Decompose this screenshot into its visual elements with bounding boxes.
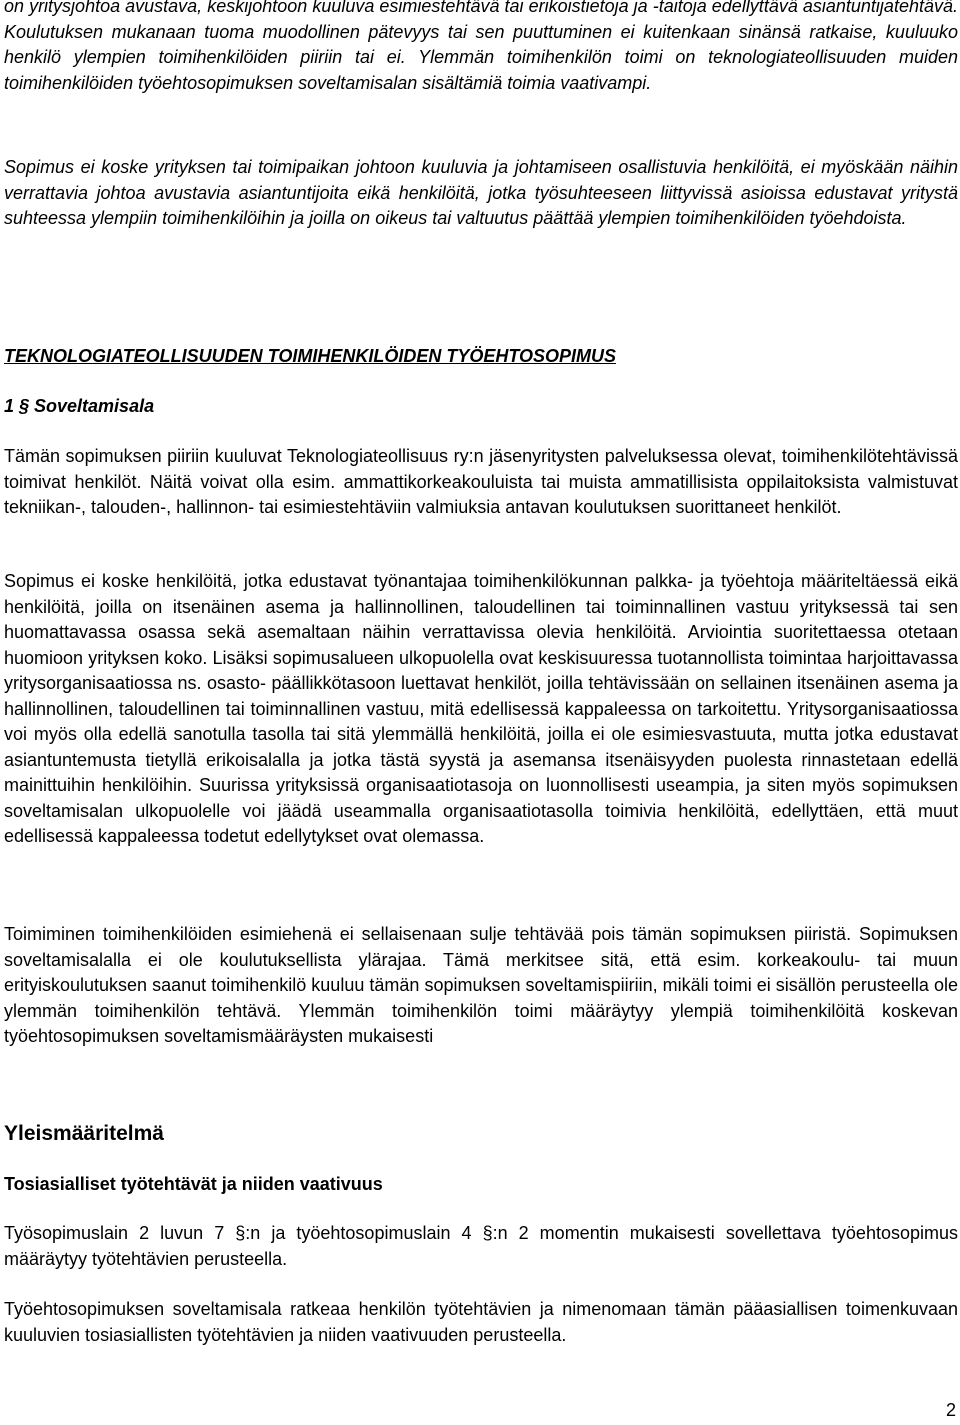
section-paragraph-1: Tämän sopimuksen piiriin kuuluvat Teknologiateollisuus ry:n jäsenyritysten palveluksessa olevat, toimihenkilötehtävissä toimivat henkilöt. Näitä voivat olla esim. ammattikorkeakouluista tai muista ammatillisista oppilaitoksista valmistuvat tekniikan-, talouden-, hallinnon- tai esimiestehtäviin valmiuksia antavan koulutuksen suorittaneet henkilöt.: [4, 446, 958, 517]
page-number: 2: [945, 1400, 956, 1420]
general-paragraph-2: Työehtosopimuksen soveltamisala ratkeaa henkilön työtehtävien ja nimenomaan tämän pääasiallisen toimenkuvaan kuuluvien tosiasiallisten työtehtävien ja niiden vaativuuden perusteella.: [4, 1299, 958, 1345]
intro-paragraph-2: Sopimus ei koske yrityksen tai toimipaikan johtoon kuuluvia ja johtamiseen osallistuvia henkilöitä, ei myöskään näihin verrattavia johtoa avustavia asiantuntijoita eikä henkilöitä, jotka työsuhteeseen liittyvissä asioissa edustavat yritystä suhteessa ylempiin toimihenkilöihin ja joilla on oikeus tai valtuutus päättää ylempien toimihenkilöiden työehdoista.: [4, 157, 958, 228]
general-paragraph-1: Työsopimuslain 2 luvun 7 §:n ja työehtosopimuslain 4 §:n 2 momentin mukaisesti sovellettava työehtosopimus määräytyy työtehtävien perusteella.: [4, 1223, 958, 1269]
section-paragraph-3: Toimiminen toimihenkilöiden esimiehenä ei sellaisenaan sulje tehtävää pois tämän sopimuksen piiristä. Sopimuksen soveltamisalalla ei ole koulutuksellista ylärajaa. Tämä merkitsee sitä, että esim. korkeakoulu- tai muun erityiskoulutuksen saanut toimihenkilö kuuluu tämän sopimuksen soveltamispiiriin, mikäli toimi ei sisällön perusteella ole ylemmän toimihenkilön tehtävä. Ylemmän toimihenkilön toimi määräytyy ylempiä toimihenkilöitä koskevan työehtosopimuksen soveltamismääräysten mukaisesti: [4, 924, 958, 1046]
section-paragraph-2: Sopimus ei koske henkilöitä, jotka edustavat työnantajaa toimihenkilökunnan palkka- ja työehtoja määriteltäessä eikä henkilöitä, joilla on itsenäinen asema ja hallinnollinen, taloudellinen tai toiminnallinen vastuu yrityksessä tai sen huomattavassa osassa sekä asemaltaan näihin verrattavissa olevia henkilöitä. Arviointia suoritettaessa otetaan huomioon yrityksen koko. Lisäksi sopimusalueen ulkopuolella ovat keskisuuressa tuotannollista toimintaa harjoittavassa yritysorganisaatiossa ns. osasto- päällikkötasoon luettavat henkilöt, joilla tehtävissään on sellainen itsenäinen asema ja hallinnollinen, taloudellinen tai toiminnallinen vastuu, mitä edellisessä kappaleessa on tarkoitettu. Yritysorganisaatiossa voi myös olla edellä sanotulla tasolla tai sitä ylemmällä henkilöitä, joilla ei ole esimiesvastuuta, mutta jotka edustavat asiantuntemusta tietyllä erikoisalalla ja jotka tästä syystä ja asemansa itsenäisyyden puolesta rinnastetaan edellä mainittuihin henkilöihin. Suurissa yrityksissä organisaatiotasoja on luonnollisesti useampia, ja siten myös sopimuksen soveltamisalan ulkopuolelle voi jäädä useammalla organisaatiotasolla toimivia henkilöitä, edellyttäen, että muut edellisessä kappaleessa todetut edellytykset ovat olemassa.: [4, 571, 958, 846]
document-title: TEKNOLOGIATEOLLISUUDEN TOIMIHENKILÖIDEN TYÖEHTOSOPIMUS: [4, 346, 617, 366]
general-subheading: Tosiasialliset työtehtävät ja niiden vaativuus: [4, 1174, 383, 1194]
intro-paragraph-1: on yritysjohtoa avustava, keskijohtoon kuuluva esimiestehtävä tai erikoistietoja ja -taitoja edellyttävä asiantuntijatehtävä. Koulutuksen mukanaan tuoma muodollinen pätevyys tai sen puuttuminen ei kuitenkaan sinänsä ratkaise, kuuluuko henkilö ylempien toimihenkilöiden piiriin tai ei. Ylemmän toimihenkilön toimi on teknologiateollisuuden muiden toimihenkilöiden työehtosopimuksen soveltamisalan sisältämiä toimia vaativampi.: [4, 0, 958, 93]
section-heading: 1 § Soveltamisala: [4, 396, 155, 416]
general-heading: Yleismääritelmä: [4, 1122, 164, 1145]
